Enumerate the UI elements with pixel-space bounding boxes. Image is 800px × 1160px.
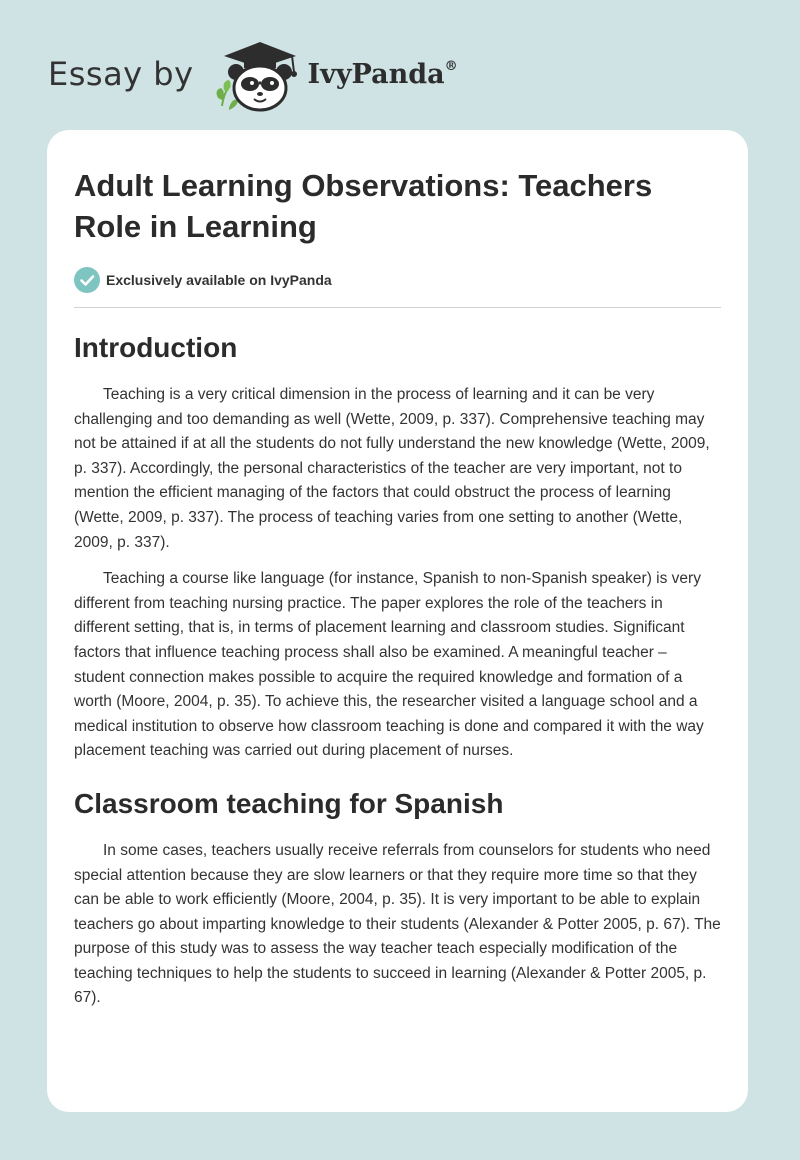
site-header bbox=[48, 34, 458, 114]
section-heading-classroom-teaching: Classroom teaching for Spanish bbox=[74, 787, 504, 819]
paragraph: Teaching a course like language (for instance, Spanish to non-Spanish speaker) is very different from teaching nursing practice. The paper explores the role of the teachers in different setting, that is, in terms of placement learning and classroom studies. Significant factors that influence teaching process shall also be examined. A meaningful teacher – student connection makes possible to acquire the required knowledge and formation of a worth (Moore, 2004, p. 35). To achieve this, the researcher visited a language school and a medical institution to observe how classroom teaching is done and compared it with the way placement teaching was carried out during placement of nurses. bbox=[74, 570, 704, 760]
essay-by-label: Essay by bbox=[48, 55, 194, 93]
panda-graduate-icon[interactable] bbox=[208, 34, 304, 114]
article-card bbox=[47, 130, 748, 1112]
article-title: Adult Learning Observations: Teachers Role in Learning bbox=[74, 168, 653, 244]
exclusive-label: Exclusively available on IvyPanda bbox=[106, 272, 332, 288]
paragraph: Teaching is a very critical dimension in the process of learning and it can be very challenging and too demanding as well (Wette, 2009, p. 337). Comprehensive teaching may not be attained if at all the students do not fully understand the new knowledge (Wette, 2009, p. 337). Accordingly, the personal characteristics of the teacher are very important, not to mention the efficient managing of the factors that could obstruct the process of learning (Wette, 2009, p. 337). The process of teaching varies from one setting to another (Wette, 2009, p. 337). bbox=[74, 386, 710, 551]
checkmark-icon bbox=[74, 267, 100, 293]
brand-name[interactable]: IvyPanda® bbox=[307, 58, 458, 90]
exclusive-badge bbox=[74, 267, 721, 308]
section-heading-introduction: Introduction bbox=[74, 332, 238, 363]
paragraph: In some cases, teachers usually receive referrals from counselors for students who need special attention because they are slow learners or that they require more time so that they can be able to work efficiently (Moore, 2004, p. 35). It is very important to be able to explain teachers go about imparting knowledge to their students (Alexander & Potter 2005, p. 67). The purpose of this study was to assess the way teacher teach especially modification of the teaching techniques to help the students to succeed in learning (Alexander & Potter 2005, p. 67). bbox=[74, 841, 721, 1007]
